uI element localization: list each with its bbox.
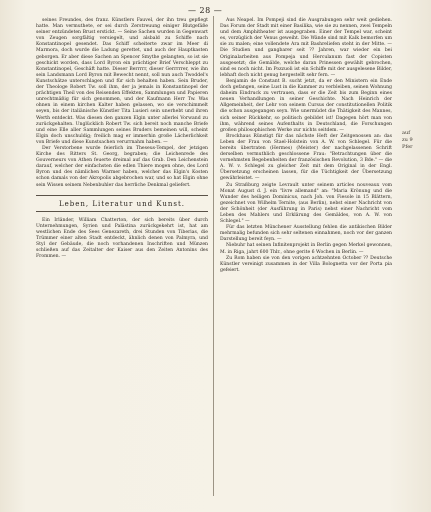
margin-note-line: auf (402, 130, 411, 136)
article-paragraph: Für das letzten Münchener Ausstellung fehlen die antikischen Bilder mehrmalig befunden sich sehr seltenen einnahmen, noch vor der ganzen Darstellung bereit feyn. — (220, 225, 392, 243)
margin-note-line: zu 9 (402, 137, 413, 143)
article-paragraph: Ein Irländer, William Chatterton, der sich bereits über durch Unternehmungen, Syrien und Palästina zurückgekehrt ist, hat am westlichen Ende des Sees Genezareth, drei Stunden von Tiberias, die Trümmer einer alten Stadt entdeckt, ähnlich denen von Palmyra, und Styl der Gebäude, die noch vorhandenen Inschriften und Münzen schließen auf das Zeitalter der Kaiser aus den Zeiten Antonins des Frommen. — (36, 217, 208, 260)
right-column (220, 18, 392, 274)
article-paragraph: Aus Neapel. Im Pompeji sind die Ausgrabungen sehr weit gediehen. Das Forum der Stadt mit einer Basilika, wie sie zu nennen, zwei Tempeln und dem Amphitheater ist ausgegraben. Einer der Tempel war, scheint es, vorzüglich der Venus geweiht. Die Wände sind mit Kalk bemorfen um sie zu malen; eine vollendete Ara mit Bashreliefen steht in der Mitte. — Die Studien und gangbarer seit ?? Jahren, war wieder ein bei Originalarbeiten aus Pompeja und Herculanum fast der Copisten ausgesetzt; die Gemälde, welche daran Prinessen gewählt gebrochen, sind es noch nicht. Im Pozzuoli ist ein Schiffe mit der ausgelesene Bilder, lebhaft doch nicht genug hergestellt sehr fern. — (220, 18, 392, 78)
article-paragraph: Zu Rom haben sie von den vorigen achtzehnten October ?? Deutsche Künstler vereinigt zusammen in der Villa Bolognetta vor der Porta pia gefeiert. (220, 255, 392, 273)
article-paragraph: Niebuhr hat seinen Infinitenprojekt in Berlin gegen Merkel gewonnen, M. in Riga, jahrt 600 Thlr., ohne gerite 6 Wochen in Berlin. — (220, 243, 392, 255)
left-column (36, 18, 208, 260)
margin-note (402, 130, 413, 151)
margin-note-line: Pfer (402, 144, 413, 150)
page-number: — 28 — (188, 6, 223, 15)
section-rule-bottom (36, 211, 208, 212)
article-paragraph: Der Verstorbene wurde feierlich im Theseus-Tempel, der jetzigen Kirche des Ritters St. Georg, begraben; die Leichenrede des Gouverneurs von Athen feuerte dreimal auf das Grab. Den Leichenstein darauf, welcher der einfachsten die edlen Thiere mogen ohne, des Lord Byron und des nämlichen Warmer haben, welcher das Elgin's Kosten schon damals von der Akropolis abgebrochen war, und so hat Elgin ohne sein Wissen seinem Nebenbuhler das herrliche Denkmal geliefert. (36, 145, 208, 188)
article-paragraph: Zu Straßburg zeigte Levrault unter seinem articles nouveaux vom Monat August d. J. ein "livre allemand" an: "Maria Krönung und die Wunder des heiligen Dominicus, nach Joh. von Fiesole in 15 Blättern, gezeichnet von Wilhelm Ternite, (aus Berlin), nebst einer Nachricht von der Schönheit (der Ausführung in Paris) nebst einer Nachricht vom Leben des Mahlers und Erklärung des Gemäldes, von A. W. von Schlegel." — (220, 182, 392, 225)
article-paragraph: Brockhaus Rünstigt für das nächste Heft der Zeitgenossen an: das Leben der Frau von Stael-Holstein von A. W. von Schlegel. Für die bereits übertraten (Hermes) (Meister) der nachgelassenen Schrift derselben vermuthlich geschlossene Frau: "Betrachtungen über die vornehmsten Begebenheiten der französischen Revolution, 3 Bde." — die A. W. v. Schlegel zu gleicher Zeit mit dem Original in der Engl. Übersetzung erscheinen lassen, für die Tüchtigkeit der Übersetzung gewährleistet. — (220, 133, 392, 182)
article-paragraph: seines Freundes, des franz. Künstlers Fauvel, der ihn treu gepflegt hatte. Man vermuthete, er sei durch Zerstreuung einiger Blutgefäße seiner entzündeten Brust erstickt. — Seine Sachen wurden in Gegenwart von Zeugen sorgfältig versiegelt, und alsbald zu Schiffe nach Konstantinopel gesendet. Das Schiff scheiterte zwar im Meer di Marmora, doch wurde die Ladung gerettet, und auch der Hauptkasten geborgen. Er aber diese Sachen an Spencer Smythe gelangten, so ist sie geschickt worden, dass Lord Byron ein prächtiger Brief Verschleppt zu Konstantinopel, Geschäft hatte. Dieser Berrrrr, dieser Gerrrrrer, wie ihn sein Landsmann Lord Byron mit Bewecht nennt, soll nun auch Twoddel's Kunstschätze unterschlagen und für sich behalten haben. Sein Bruder, der Theologe Robert Tw. soll ihm, der ja jemals in Konstantinopel der prächtigen Theil von des Reisenden Effekten, Sammlungen und Papieren unrechtmäßig für sich genommen, und der Kaufmann Herr Tw. Was ohnen in einem kirchen Kalter haben gelassen, wo sie verschimmelt seyen, bis der italiänische Künstler Tita Lusieri sein unerhebt und ihren Werth entdeckt. Was diesen den ganzen Elgin unter allerlei Vorwand zu zurückgehalten. Unglücklich Robert Tw. sich bereit noch manche Briefe und eine Elle aller Sammlungen seines Bruders bemeinen will, scheint Elgin doch unschuldig; freilich mag er immerhin große Lächerlichkeit von Briefe und diese Kunstsachen verurrnahm haben. — (36, 18, 208, 145)
section-heading: Leben, Literatur und Kunst. (58, 199, 186, 208)
section-rule-top (36, 195, 208, 196)
column-divider (213, 16, 214, 496)
article-paragraph: Benjamin de Constant B. sucht jetzt, da er den Ministern ein Ende doch gefangen, seine Lust in die Kammer zu verbleiben, seinen Wohnung daheim Eindruck zu vertrauen, dass er die Zeit bis zum Beginn eines neuen Verhandlungen in seiner Geschichte. Nach Heinrich der Allgemeinheit, der Lehr von seinem Cursus der constitutionellen Politik die schon ausgegangen seyn. Wie unermüdet die Thätigkeit des Mannes, sich seiner Rückkehr, so politisch gebildet ist! Dagegen hört man von ihm, während seines Aufenthalts in Deutschland, die Forschungen großen philosophischen Werke zur nichts seitdem. — (220, 78, 392, 133)
